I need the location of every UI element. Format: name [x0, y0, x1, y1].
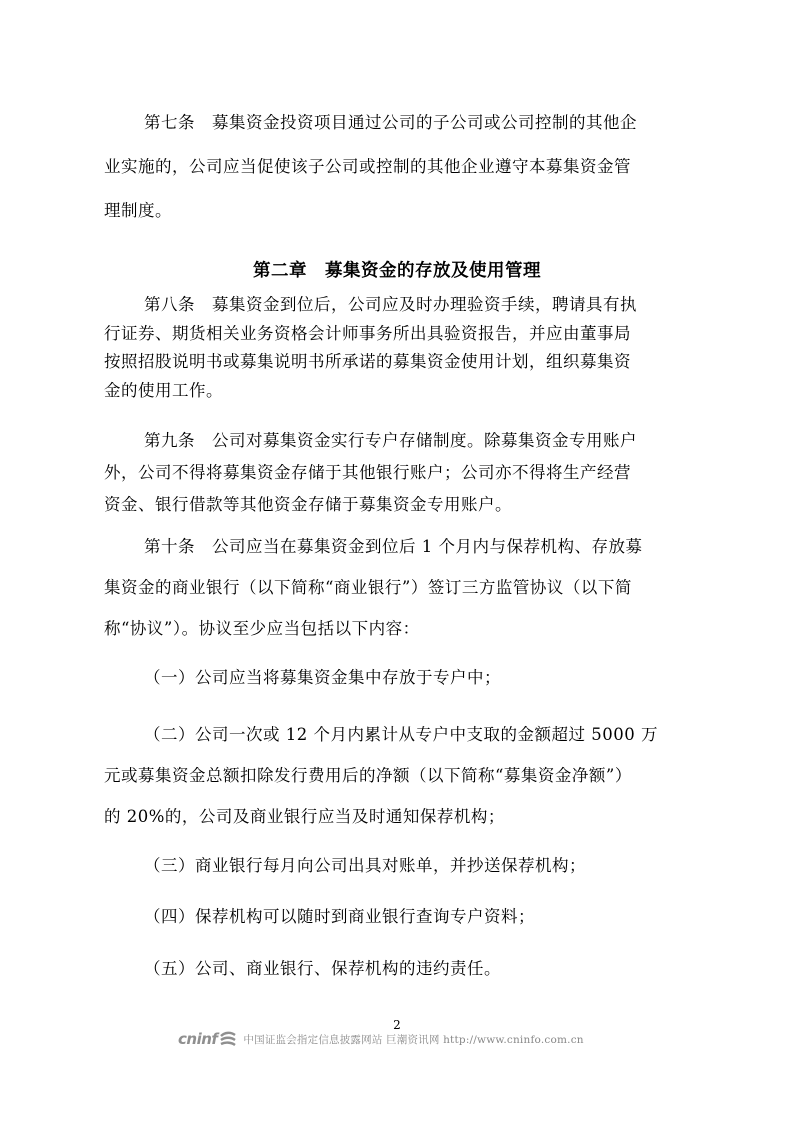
- article-9-paragraph: [104, 425, 690, 521]
- text-line: 的 20%的，公司及商业银行应当及时通知保荐机构；: [104, 807, 505, 826]
- text-line: 集资金的商业银行（以下简称“商业银行”）签订三方监管协议（以下简: [104, 578, 632, 597]
- text-line: 第十条 公司应当在募集资金到位后 1 个月内与保荐机构、存放募: [144, 537, 643, 556]
- text-line: 业实施的，公司应当促使该子公司或控制的其他企业遵守本募集资金管: [104, 157, 631, 176]
- text-line: 按照招股说明书或募集说明书所承诺的募集资金使用计划，组织募集资: [104, 352, 631, 371]
- chapter-title: 第二章 募集资金的存放及使用管理: [253, 261, 541, 281]
- text-line: 外，公司不得将募集资金存储于其他银行账户；公司亦不得将生产经营: [104, 463, 631, 482]
- list-item-1: （一）公司应当将募集资金集中存放于专户中；: [144, 668, 501, 687]
- footer: [178, 1029, 584, 1049]
- text-line: 称“协议”）。协议至少应当包括以下内容：: [104, 619, 420, 638]
- article-7-paragraph: [104, 101, 690, 233]
- text-line: 理制度。: [104, 201, 172, 220]
- list-item-5: （五）公司、商业银行、保荐机构的违约责任。: [144, 959, 501, 978]
- text-line: 第七条 募集资金投资项目通过公司的子公司或公司控制的其他企: [144, 113, 637, 132]
- text-line: 元或募集资金总额扣除发行费用后的净额（以下简称“募集资金净额”）: [104, 766, 632, 785]
- text-line: （二）公司一次或 12 个月内累计从专户中支取的金额超过 5000 万: [144, 725, 658, 744]
- text-line: 第八条 募集资金到位后，公司应及时办理验资手续，聘请具有执: [144, 295, 637, 314]
- footer-logo-text: cninf: [178, 1030, 218, 1048]
- list-item-2: [104, 714, 690, 837]
- text-line: 第九条 公司对募集资金实行专户存储制度。除募集资金专用账户: [144, 431, 637, 450]
- text-line: 行证券、期货相关业务资格会计师事务所出具验资报告，并应由董事局: [104, 323, 631, 343]
- list-item-3: （三）商业银行每月向公司出具对账单，并抄送保荐机构；: [144, 856, 586, 875]
- page-number: 2: [393, 1018, 401, 1032]
- footer-text: 中国证监会指定信息披露网站 巨潮资讯网 http://www.cninfo.com.cn: [243, 1033, 584, 1046]
- list-item-4: （四）保荐机构可以随时到商业银行查询专户资料；: [144, 907, 535, 926]
- text-line: 资金、银行借款等其他资金存储于募集资金专用账户。: [104, 495, 512, 514]
- cninfo-logo-icon: [219, 1031, 237, 1047]
- article-10-paragraph: [104, 526, 690, 649]
- article-8-paragraph: [104, 291, 690, 405]
- text-line: 金的使用工作。: [104, 380, 223, 400]
